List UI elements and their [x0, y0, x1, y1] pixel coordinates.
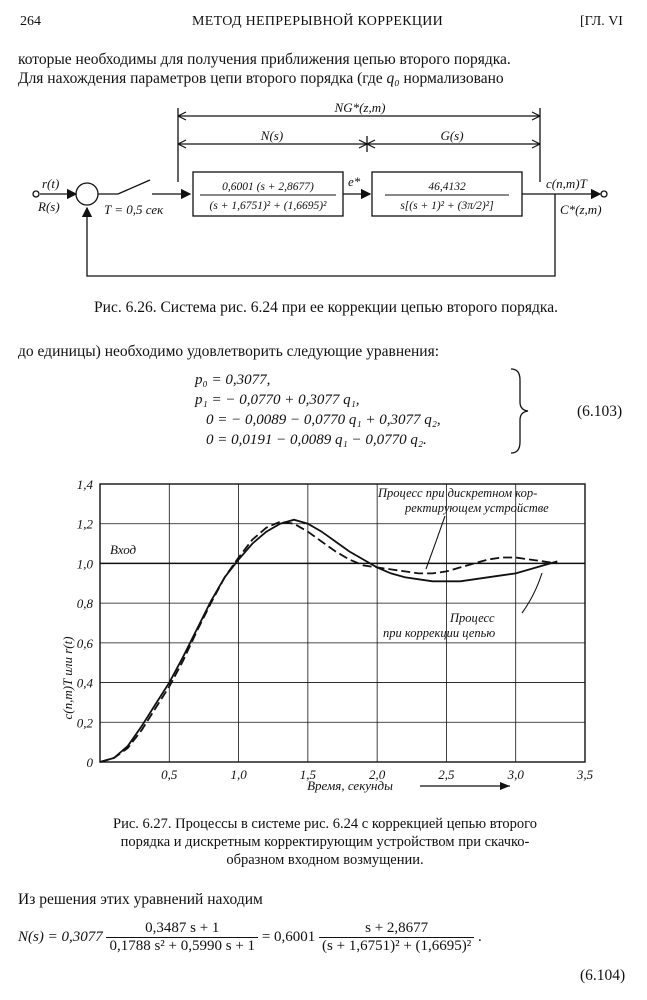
- equation-number-6-104: (6.104): [580, 967, 626, 984]
- x-tick-label: 1,0: [230, 767, 247, 782]
- x-tick-label: 2,5: [438, 767, 455, 782]
- x-tick-label: 2,0: [369, 767, 386, 782]
- caption-fig-6-26: Рис. 6.26. Система рис. 6.24 при ее коррекции цепью второго порядка.: [94, 299, 558, 316]
- x-axis-label: Время, секунды: [307, 778, 393, 793]
- intro-line-2a: Для нахождения параметров цепи второго порядка (где: [18, 70, 383, 87]
- block1-numerator: 0,6001 (s + 2,8677): [222, 181, 314, 193]
- caption-627-line-3: образном входном возмущении.: [226, 852, 424, 868]
- intro-line-2b: нормализовано: [403, 70, 504, 87]
- output-top-label: c(n,m)T: [546, 176, 587, 191]
- sampler-switch: [118, 180, 150, 194]
- block-diagram: [0, 98, 647, 288]
- series-network-correction: [100, 520, 557, 762]
- intro-line-1: которые необходимы для получения приближения цепью второго порядка.: [18, 51, 511, 68]
- x-tick-label: 1,5: [299, 767, 316, 782]
- block1-denominator: (s + 1,6751)² + (1,6695)²: [209, 200, 327, 212]
- equation-line-4: 0 = 0,0191 − 0,0089 q₁ − 0,0770 q₂.: [206, 432, 427, 448]
- equation-line-3: 0 = − 0,0089 − 0,0770 q₁ + 0,3077 q₂,: [206, 412, 441, 428]
- caption-627-line-1: Рис. 6.27. Процессы в системе рис. 6.24 с коррекцией цепью второго: [113, 816, 537, 832]
- annotation-network-line-1: Процесс: [450, 611, 495, 625]
- y-tick-label: 0,6: [76, 635, 93, 651]
- intro-line-2: [18, 69, 630, 88]
- equation-line-1: p₀ = 0,3077,: [195, 372, 271, 388]
- plot-frame: [100, 484, 585, 762]
- y-tick-label: 0,4: [76, 675, 93, 691]
- x-tick-label: 3,5: [576, 767, 594, 782]
- eq-frac2-den: (s + 1,6751)² + (1,6695)²: [322, 938, 472, 954]
- chapter-label: [ГЛ. VI: [580, 14, 623, 29]
- input-level-label: Вход: [110, 542, 137, 557]
- y-tick-label: 1,2: [76, 516, 93, 532]
- input-terminal: [33, 191, 39, 197]
- annotation-discrete-line-2: ректирующем устройстве: [405, 501, 549, 515]
- eq-frac1-num: 0,3487 s + 1: [106, 920, 258, 938]
- equation-6-104: [18, 920, 482, 955]
- equation-number-6-103: (6.103): [577, 403, 623, 420]
- caption-627-line-2: порядка и дискретным корректирующим устройством при скачко-: [120, 834, 530, 850]
- eq-mid: = 0,6001: [261, 928, 316, 945]
- eq-frac2-num: s + 2,8677: [319, 920, 474, 938]
- y-tick-label: 1,0: [76, 556, 93, 572]
- eq-tail: .: [478, 928, 482, 945]
- summing-junction: [76, 183, 98, 205]
- output-terminal: [601, 191, 607, 197]
- block2-denominator: s[(s + 1)² + (3π/2)²]: [400, 200, 494, 212]
- intro-q0-symbol: q₀: [386, 70, 400, 87]
- running-title: МЕТОД НЕПРЕРЫВНОЙ КОРРЕКЦИИ: [192, 14, 444, 29]
- eq-fraction-1: [106, 920, 258, 955]
- eq-fraction-2: [319, 920, 474, 955]
- annotation-discrete-line-1: Процесс при дискретном кор-: [378, 486, 538, 500]
- output-bottom-label: C*(z,m): [560, 202, 602, 217]
- equation-line-2: p₁ = − 0,0770 + 0,3077 q₁,: [195, 392, 360, 408]
- span-n-label: N(s): [260, 128, 284, 143]
- y-axis-label: c(n,m)T или r(t): [60, 636, 75, 720]
- para-solution: Из решения этих уравнений находим: [18, 891, 263, 908]
- eq-frac1-den: 0,1788 s² + 0,5990 s + 1: [109, 938, 256, 954]
- span-total-label: NG*(z,m): [334, 100, 386, 115]
- x-tick-label: 3,0: [507, 767, 524, 782]
- caption-fig-6-27: [40, 815, 610, 869]
- e-star-label: e*: [348, 174, 361, 189]
- para-before-equations: до единицы) необходимо удовлетворить следующие уравнения:: [18, 343, 440, 360]
- chart-fig-6-27: [0, 470, 647, 805]
- leader-network: [522, 573, 542, 613]
- eq-lhs: N(s) = 0,3077: [18, 928, 103, 945]
- sampler-label: T = 0,5 сек: [104, 202, 164, 217]
- y-tick-label: 1,4: [76, 477, 93, 492]
- y-tick-label: 0,2: [76, 715, 93, 731]
- y-tick-label: 0: [86, 755, 93, 770]
- input-top-label: r(t): [42, 176, 60, 191]
- input-bottom-label: R(s): [38, 199, 60, 214]
- time-arrow-head: [500, 782, 510, 790]
- annotation-network-line-2: при коррекции цепью: [383, 626, 496, 640]
- equation-brace: [508, 366, 532, 456]
- block2-numerator: 46,4132: [428, 181, 466, 193]
- series-discrete-corrector: [100, 522, 557, 762]
- equation-system-6-103: [195, 370, 441, 450]
- span-g-label: G(s): [440, 128, 464, 143]
- y-tick-label: 0,8: [76, 596, 93, 612]
- x-tick-label: 0,5: [161, 767, 178, 782]
- page-number: 264: [20, 14, 41, 29]
